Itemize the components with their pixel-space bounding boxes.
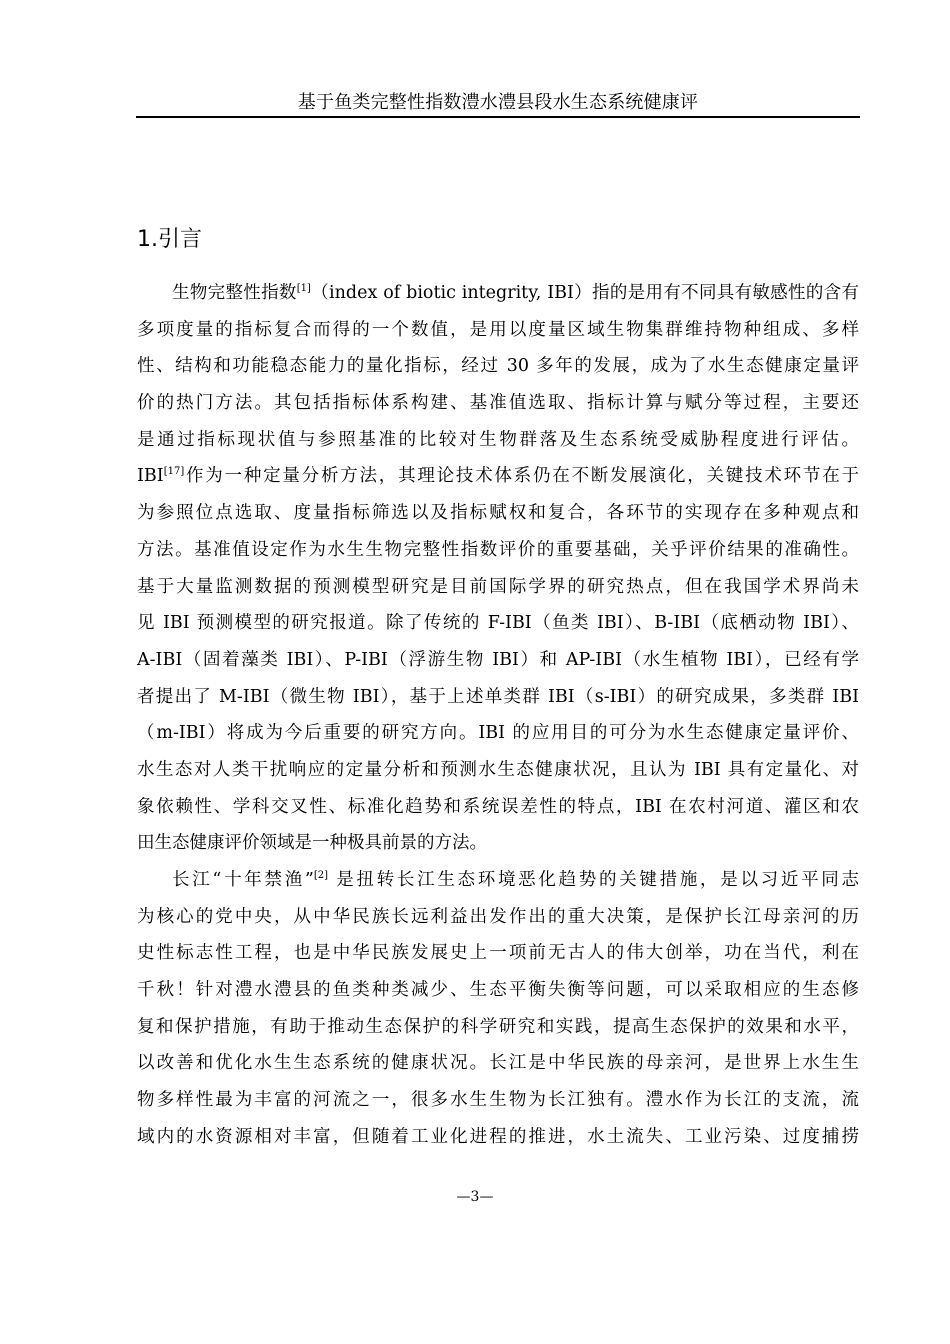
text-line: 生物完整性指数[1]（index of biotic integrity, IBI）指的是用有不同具有敏感性的含有 — [172, 283, 860, 303]
text-line: 为核心的党中央，从中华民族长远利益出发作出的重大决策，是保护长江母亲河的历 — [137, 906, 859, 927]
text-line: 性、结构和功能稳态能力的量化指标，经过 30 多年的发展，成为了水生态健康定量评 — [137, 356, 859, 377]
text-line: 是通过指标现状值与参照基准的比较对生物群落及生态系统受威胁程度进行评估。 — [137, 429, 859, 450]
header-divider — [136, 116, 860, 118]
text-line: 长江“十年禁渔”[2] 是扭转长江生态环境恶化趋势的关键措施，是以习近平同志 — [172, 870, 859, 890]
text-line: 见 IBI 预测模型的研究报道。除了传统的 F-IBI（鱼类 IBI）、B-IBI（底栖动物 IBI）、 — [137, 613, 859, 634]
text-line: 者提出了 M-IBI（微生物 IBI），基于上述单类群 IBI（s-IBI）的研究成果，多类群 IBI — [137, 686, 859, 707]
text-line: 以改善和优化水生生态系统的健康状况。长江是中华民族的母亲河，是世界上水生生 — [137, 1053, 859, 1074]
page-number: —3— — [456, 1189, 494, 1205]
text-line: A-IBI（固着藻类 IBI）、P-IBI（浮游生物 IBI）和 AP-IBI（水生植物 IBI），已经有学 — [137, 649, 859, 670]
citation-ref: [1] — [296, 283, 311, 294]
text-line: 为参照位点选取、度量指标筛选以及指标赋权和复合，各环节的实现存在多种观点和 — [137, 503, 859, 524]
text-line: 基于大量监测数据的预测模型研究是目前国际学界的研究热点，但在我国学术界尚未 — [137, 576, 859, 597]
text-line: 多项度量的指标复合而得的一个数值，是用以度量区域生物集群维持物种组成、多样 — [137, 319, 859, 340]
text-line: 方法。基准值设定作为水生生物完整性指数评价的重要基础，关乎评价结果的准确性。 — [137, 539, 859, 560]
text-line: 史性标志性工程，也是中华民族发展史上一项前无古人的伟大创举，功在当代，利在 — [137, 943, 859, 964]
text-line: 田生态健康评价领域是一种极具前景的方法。 — [137, 833, 487, 854]
text-line: IBI[17]作为一种定量分析方法，其理论技术体系仍在不断发展演化，关键技术环节在于 — [137, 466, 859, 487]
text-line: 象依赖性、学科交叉性、标准化趋势和系统误差性的特点，IBI 在农村河道、灌区和农 — [137, 796, 859, 817]
page-header-title: 基于鱼类完整性指数澧水澧县段水生态系统健康评 — [297, 92, 699, 113]
text-line: 水生态对人类干扰响应的定量分析和预测水生态健康状况，且认为 IBI 具有定量化、对 — [137, 759, 859, 780]
citation-ref: [2] — [313, 870, 329, 881]
text-line: 域内的水资源相对丰富，但随着工业化进程的推进，水土流失、工业污染、过度捕捞 — [137, 1126, 859, 1147]
text-line: （m-IBI）将成为今后重要的研究方向。IBI 的应用目的可分为水生态健康定量评价、 — [137, 723, 859, 744]
text-line: 千秋！针对澧水澧县的鱼类种类减少、生态平衡失衡等问题，可以采取相应的生态修 — [137, 980, 859, 1001]
body-text — [137, 275, 859, 1156]
text-line: 价的热门方法。其包括指标体系构建、基准值选取、指标计算与赋分等过程，主要还 — [137, 393, 859, 414]
section-heading: 1.引言 — [137, 227, 202, 252]
text-line: 复和保护措施，有助于推动生态保护的科学研究和实践，提高生态保护的效果和水平， — [137, 1016, 859, 1037]
citation-ref: [17] — [163, 466, 185, 478]
text-line: 物多样性最为丰富的河流之一，很多水生生物为长江独有。澧水作为长江的支流，流 — [137, 1090, 859, 1111]
